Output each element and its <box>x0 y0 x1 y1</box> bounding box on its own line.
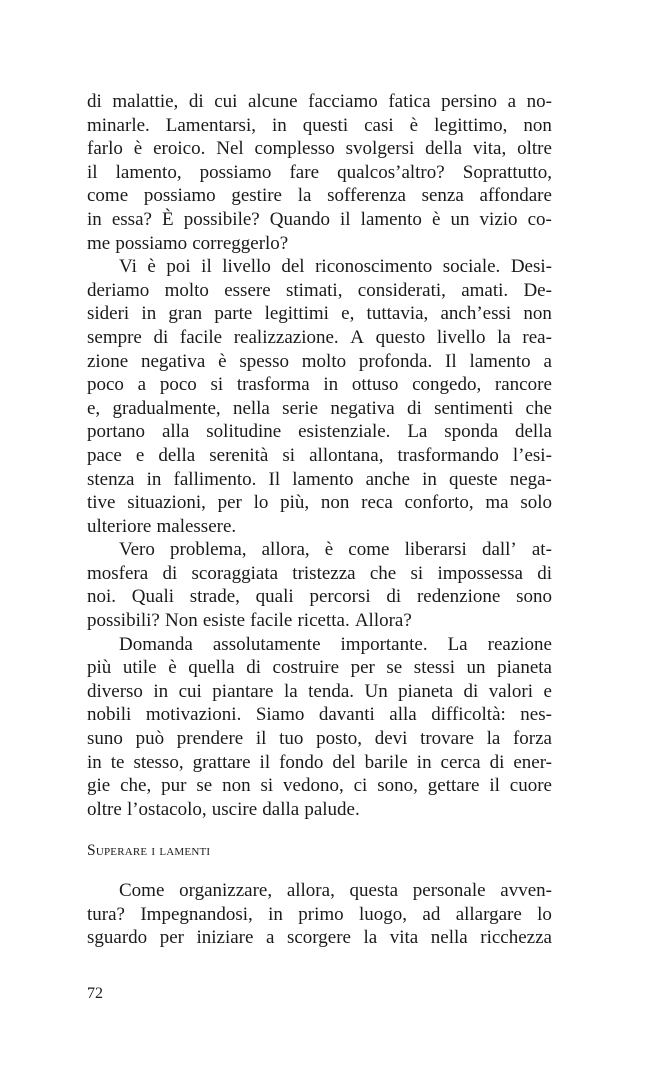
text-line: in essa? È possibile? Quando il lamento è un vizio co- <box>87 208 552 230</box>
text-line: Domanda assolutamente importante. La reazione <box>119 633 552 655</box>
text-line: di malattie, di cui alcune facciamo fatica persino a no- <box>87 91 552 112</box>
text-line: sguardo per iniziare a scorgere la vita nella ricchezza <box>87 927 552 949</box>
text-line: Come organizzare, allora, questa personale avven- <box>119 880 552 901</box>
text-line: farlo è eroico. Nel complesso svolgersi della vita, oltre <box>87 138 552 160</box>
text-line: possibili? Non esiste facile ricetta. Allora? <box>87 610 412 632</box>
text-line: stenza in fallimento. Il lamento anche in queste nega- <box>87 468 552 490</box>
text-line: in te stesso, grattare il fondo del barile in cerca di ener- <box>87 751 552 773</box>
text-line: nobili motivazioni. Siamo davanti alla difficoltà: nes- <box>87 704 552 726</box>
text-line: portano alla solitudine esistenziale. La sponda della <box>87 421 552 443</box>
text-line: pace e della serenità si allontana, trasformando l’esi- <box>87 444 552 466</box>
text-line: noi. Quali strade, quali percorsi di redenzione sono <box>87 586 552 608</box>
text-line: sideri in gran parte legittimi e, tuttavia, anch’essi non <box>87 303 552 325</box>
text-line: più utile è quella di costruire per se stessi un pianeta <box>87 657 552 679</box>
text-line: come possiamo gestire la sofferenza senza affondare <box>87 185 552 207</box>
text-line: mosfera di scoraggiata tristezza che si impossessa di <box>87 562 552 584</box>
text-line: gie che, pur se non si vedono, ci sono, gettare il cuore <box>87 775 552 797</box>
text-line: tura? Impegnandosi, in primo luogo, ad allargare lo <box>87 903 552 925</box>
text-line: oltre l’ostacolo, uscire dalla palude. <box>87 798 360 820</box>
text-line: deriamo molto essere stimati, considerati, amati. De- <box>87 279 552 301</box>
text-line: sempre di facile realizzazione. A questo livello la rea- <box>87 326 552 348</box>
page-number: 72 <box>87 985 103 1002</box>
text-line: Vi è poi il livello del riconoscimento sociale. Desi- <box>119 256 552 278</box>
text-line: Vero problema, allora, è come liberarsi dall’ at- <box>119 539 552 561</box>
text-line: poco a poco si trasforma in ottuso congedo, rancore <box>87 374 552 396</box>
text-line: me possiamo correggerlo? <box>87 232 289 254</box>
text-line: suno può prendere il tuo posto, devi trovare la forza <box>87 728 552 750</box>
section-heading: Superare i lamenti <box>87 842 211 859</box>
body-text <box>87 90 552 821</box>
section-body-text <box>87 879 552 950</box>
text-line: ulteriore malessere. <box>87 515 237 537</box>
text-line: e, gradualmente, nella serie negativa di sentimenti che <box>87 397 552 419</box>
text-line: zione negativa è spesso molto profonda. Il lamento a <box>87 350 552 372</box>
text-line: il lamento, possiamo fare qualcos’altro? Soprattutto, <box>87 161 552 183</box>
text-line: minarle. Lamentarsi, in questi casi è legittimo, non <box>87 114 552 136</box>
text-line: tive situazioni, per lo più, non reca conforto, ma solo <box>87 492 552 514</box>
text-line: diverso in cui piantare la tenda. Un pianeta di valori e <box>87 680 552 702</box>
